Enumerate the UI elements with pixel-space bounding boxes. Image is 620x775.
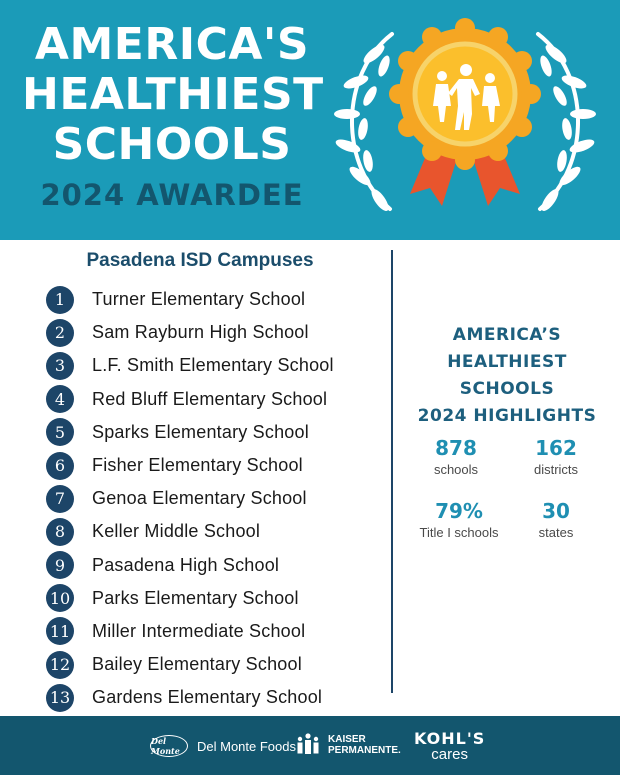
kohls-wordmark: KOHL'S bbox=[414, 729, 486, 748]
list-item bbox=[46, 482, 386, 515]
highlights-title-line: AMERICA’S bbox=[452, 325, 562, 345]
campus-name: Genoa Elementary School bbox=[92, 488, 307, 509]
title-line: HEALTHIEST bbox=[22, 69, 324, 120]
campus-list-heading: Pasadena ISD Campuses bbox=[86, 250, 314, 271]
page-title bbox=[22, 20, 322, 170]
title-line: SCHOOLS bbox=[52, 119, 292, 170]
delmonte-badge: Del Monte bbox=[150, 735, 188, 757]
highlights-title-line: 2024 HIGHLIGHTS bbox=[417, 406, 597, 426]
campus-name: Sam Rayburn High School bbox=[92, 322, 309, 343]
award-medal-icon bbox=[330, 14, 600, 224]
stat-label: districts bbox=[533, 462, 579, 477]
list-item bbox=[46, 449, 386, 482]
campus-number-badge: 3 bbox=[46, 352, 74, 380]
campus-number-badge: 7 bbox=[46, 485, 74, 513]
kaiser-wordmark bbox=[328, 734, 401, 756]
campus-name: Keller Middle School bbox=[92, 521, 261, 542]
campus-number-badge: 1 bbox=[46, 286, 74, 314]
list-item bbox=[46, 582, 386, 615]
awardee-subtitle: 2024 AWARDEE bbox=[40, 178, 304, 212]
kaiser-logo bbox=[294, 732, 401, 758]
stat-label: states bbox=[538, 525, 574, 540]
campus-name: Pasadena High School bbox=[92, 554, 280, 575]
campus-name: Gardens Elementary School bbox=[92, 687, 323, 708]
list-item bbox=[46, 615, 386, 648]
campus-number-badge: 4 bbox=[46, 385, 74, 413]
list-item bbox=[46, 549, 386, 582]
campus-number-badge: 8 bbox=[46, 518, 74, 546]
kaiser-line: KAISER bbox=[328, 734, 366, 745]
list-item bbox=[46, 316, 386, 349]
campus-name: Parks Elementary School bbox=[92, 587, 299, 608]
campus-number-badge: 11 bbox=[46, 617, 74, 645]
highlights-title-line: HEALTHIEST SCHOOLS bbox=[447, 352, 567, 399]
campus-number-badge: 12 bbox=[46, 651, 74, 679]
column-divider bbox=[391, 250, 393, 693]
campus-name: Turner Elementary School bbox=[92, 289, 306, 310]
stat-value: 79% bbox=[435, 499, 483, 523]
list-item bbox=[46, 349, 386, 382]
campus-number-badge: 5 bbox=[46, 418, 74, 446]
header-banner bbox=[0, 0, 620, 240]
title-line: AMERICA'S bbox=[34, 19, 310, 70]
campus-list bbox=[46, 283, 386, 714]
campus-number-badge: 10 bbox=[46, 584, 74, 612]
sponsor-footer bbox=[0, 716, 620, 775]
stat-label: schools bbox=[433, 462, 479, 477]
campus-name: Fisher Elementary School bbox=[92, 455, 303, 476]
stat-value: 878 bbox=[435, 436, 477, 460]
highlights-title bbox=[400, 322, 614, 430]
delmonte-logo bbox=[150, 735, 296, 757]
campus-name: Bailey Elementary School bbox=[92, 654, 302, 675]
campus-number-badge: 2 bbox=[46, 319, 74, 347]
stat-districts bbox=[501, 436, 611, 477]
stat-states bbox=[501, 499, 611, 540]
kaiser-people-icon bbox=[294, 732, 322, 758]
kohls-cares-text: cares bbox=[431, 746, 468, 763]
stat-schools bbox=[401, 436, 511, 477]
campus-number-badge: 13 bbox=[46, 684, 74, 712]
campus-name: L.F. Smith Elementary School bbox=[92, 355, 334, 376]
list-item bbox=[46, 648, 386, 681]
campus-name: Miller Intermediate School bbox=[92, 620, 306, 641]
stat-label: Title I schools bbox=[419, 525, 499, 540]
stat-value: 162 bbox=[535, 436, 577, 460]
list-item bbox=[46, 383, 386, 416]
campus-number-badge: 9 bbox=[46, 551, 74, 579]
campus-name: Sparks Elementary School bbox=[92, 421, 309, 442]
campus-name: Red Bluff Elementary School bbox=[92, 388, 328, 409]
list-item bbox=[46, 416, 386, 449]
kaiser-line: PERMANENTE. bbox=[328, 745, 401, 756]
kohls-cares-logo bbox=[414, 731, 485, 762]
delmonte-name: Del Monte Foods bbox=[197, 738, 296, 754]
list-item bbox=[46, 283, 386, 316]
stat-value: 30 bbox=[542, 499, 570, 523]
campus-number-badge: 6 bbox=[46, 452, 74, 480]
stat-title-one-schools bbox=[404, 499, 514, 540]
list-item bbox=[46, 515, 386, 548]
list-item bbox=[46, 681, 386, 714]
